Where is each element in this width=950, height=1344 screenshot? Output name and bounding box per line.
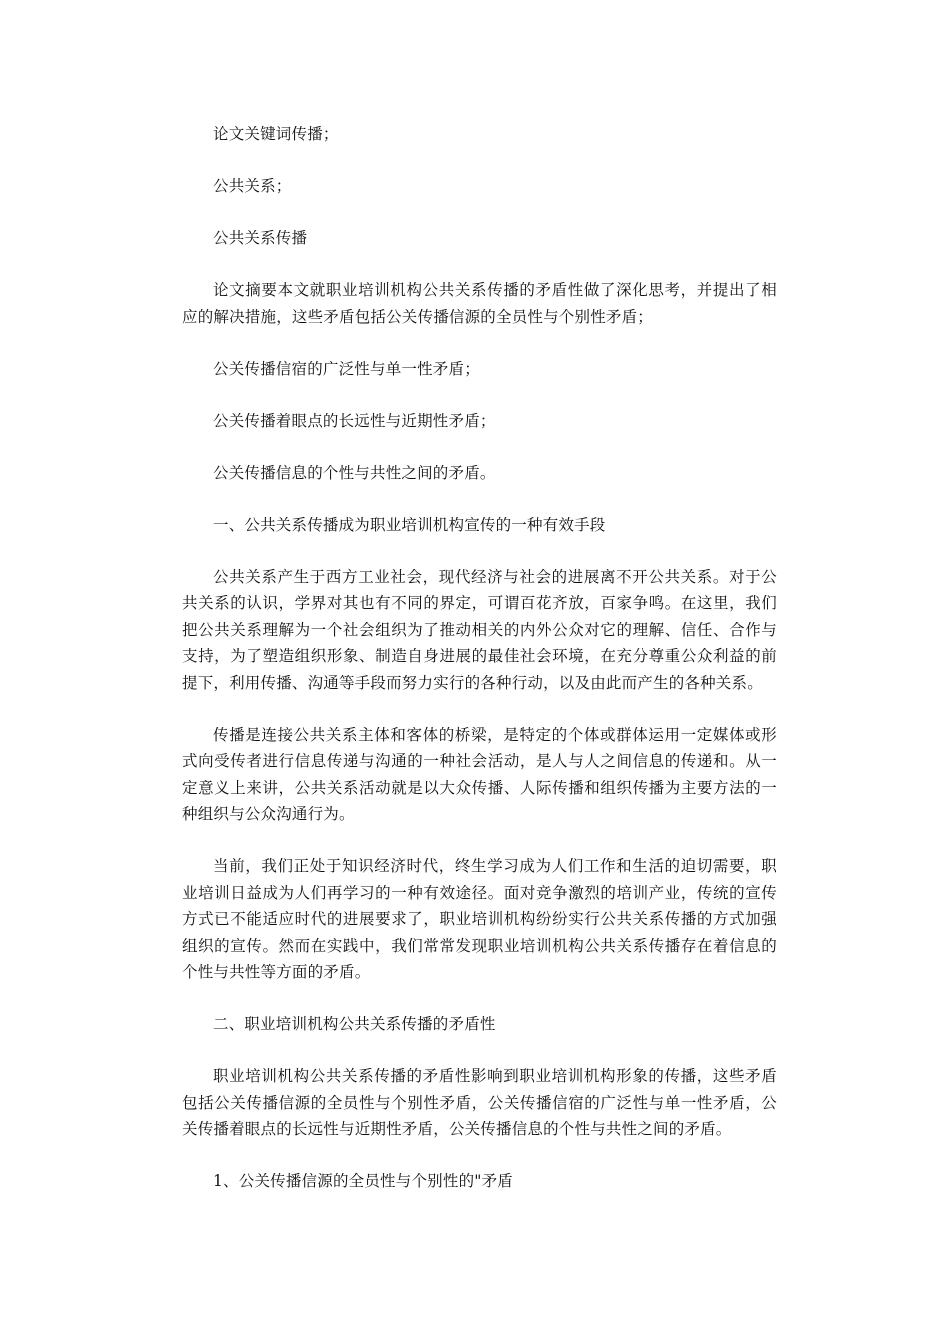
document-body (182, 121, 777, 1220)
body-paragraph-4: 职业培训机构公共关系传播的矛盾性影响到职业培训机构形象的传播，这些矛盾包括公关传播信源的全员性与个别性矛盾，公关传播信宿的广泛性与单一性矛盾，公关传播着眼点的长远性与近期性矛盾，公关传播信息的个性与共性之间的矛盾。 (182, 1067, 777, 1138)
abstract-item-4: 公关传播信息的个性与共性之间的矛盾。 (213, 463, 496, 482)
abstract-paragraph: 论文摘要本文就职业培训机构公共关系传播的矛盾性做了深化思考，并提出了相应的解决措施，这些矛盾包括公关传播信源的全员性与个别性矛盾； (182, 281, 777, 326)
body-paragraph-1: 公共关系产生于西方工业社会，现代经济与社会的进展离不开公共关系。对于公共关系的认识，学界对其也有不同的界定，可谓百花齐放，百家争鸣。在这里，我们把公共关系理解为一个社会组织为了推动相关的内外公众对它的理解、信任、合作与支持，为了塑造组织形象、制造自身进展的最佳社会环境，在充分尊重公众利益的前提下，利用传播、沟通等手段而努力实行的各种行动，以及由此而产生的各种关系。 (182, 567, 777, 692)
abstract-item-3: 公关传播着眼点的长远性与近期性矛盾； (213, 411, 496, 430)
keywords-line-1: 论文关键词传播； (213, 125, 339, 143)
abstract-item-2: 公关传播信宿的广泛性与单一性矛盾； (213, 359, 480, 378)
section-heading-1: 一、公共关系传播成为职业培训机构宣传的一种有效手段 (213, 515, 606, 534)
subsection-heading-1: 1、公关传播信源的全员性与个别性的"矛盾 (213, 1172, 513, 1190)
keywords-line-2: 公共关系； (213, 177, 292, 195)
section-heading-2: 二、职业培训机构公共关系传播的矛盾性 (213, 1015, 496, 1033)
body-paragraph-2: 传播是连接公共关系主体和客体的桥梁，是特定的个体或群体运用一定媒体或形式向受传者进行信息传递与沟通的一种社会活动，是人与人之间信息的传递和。从一定意义上来讲，公共关系活动就是以大众传播、人际传播和组织传播为主要方法的一种组织与公众沟通行为。 (182, 725, 777, 823)
keywords-line-3: 公共关系传播 (213, 229, 308, 247)
body-paragraph-3: 当前，我们正处于知识经济时代，终生学习成为人们工作和生活的迫切需要，职业培训日益成为人们再学习的一种有效途径。面对竞争激烈的培训产业，传统的宣传方式已不能适应时代的进展要求了，职业培训机构纷纷实行公共关系传播的方式加强组织的宣传。然而在实践中，我们常常发现职业培训机构公共关系传播存在着信息的个性与共性等方面的矛盾。 (182, 857, 777, 981)
